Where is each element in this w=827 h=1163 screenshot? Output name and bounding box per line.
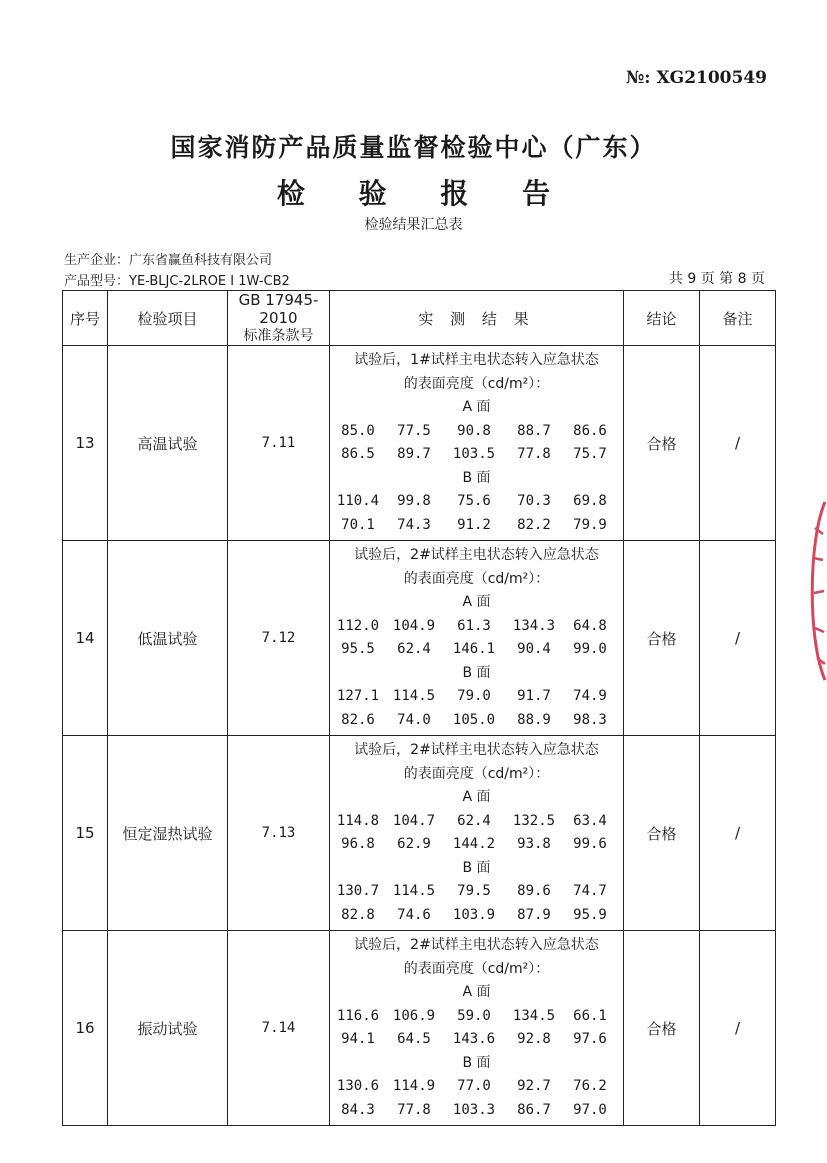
row-result <box>330 346 624 541</box>
face-b-label: B 面 <box>462 859 491 876</box>
value: 82.2 <box>517 516 551 533</box>
face-a-values-2 <box>330 1028 623 1052</box>
row-test-item: 高温试验 <box>108 346 228 541</box>
value: 99.0 <box>573 641 607 657</box>
results-table <box>62 290 776 1126</box>
value: 70.1 <box>341 516 375 533</box>
result-unit: 的表面亮度（cd/m²）： <box>403 765 550 782</box>
value: 62.9 <box>397 836 431 852</box>
table-row <box>63 931 776 1126</box>
row-index: 14 <box>63 541 108 736</box>
face-b-values-1 <box>330 490 623 514</box>
header-index: 序号 <box>63 291 108 346</box>
result-unit: 的表面亮度（cd/m²）： <box>403 960 550 977</box>
value: 82.8 <box>341 906 375 923</box>
value: 94.1 <box>341 1031 375 1047</box>
row-index: 15 <box>63 736 108 931</box>
row-remark: / <box>700 931 776 1126</box>
table-header-row <box>63 291 776 346</box>
value: 130.6 <box>336 1078 380 1094</box>
value: 79.0 <box>457 688 491 704</box>
face-b-values-2 <box>330 1099 623 1123</box>
result-intro: 试验后，2#试样主电状态转入应急状态 <box>354 547 599 563</box>
value: 104.7 <box>392 812 436 829</box>
row-conclusion: 合格 <box>624 736 700 931</box>
result-unit: 的表面亮度（cd/m²）： <box>403 375 550 392</box>
organization-title: 国家消防产品质量监督检验中心（广东） <box>170 133 657 162</box>
value: 77.5 <box>397 422 431 439</box>
row-test-item: 振动试验 <box>108 931 228 1126</box>
result-intro: 试验后，2#试样主电状态转入应急状态 <box>354 742 599 758</box>
face-a-values-1 <box>330 615 623 639</box>
value: 146.1 <box>452 641 496 657</box>
header-standard <box>228 291 330 346</box>
face-b-values-2 <box>330 904 623 928</box>
value: 76.2 <box>573 1078 607 1094</box>
face-b-label: B 面 <box>462 469 491 486</box>
value: 66.1 <box>573 1007 607 1024</box>
value: 127.1 <box>336 688 380 704</box>
table-row <box>63 736 776 931</box>
value: 74.3 <box>397 516 431 533</box>
value: 74.6 <box>397 906 431 923</box>
face-a-values-2 <box>330 833 623 857</box>
face-b-label: B 面 <box>462 1054 491 1071</box>
face-a-values-1 <box>330 810 623 834</box>
value: 74.7 <box>573 883 607 899</box>
value: 62.4 <box>457 812 491 829</box>
value: 114.5 <box>392 883 436 899</box>
value: 103.5 <box>452 446 496 462</box>
value: 130.7 <box>336 883 380 899</box>
face-b-values-1 <box>330 1075 623 1099</box>
row-index: 13 <box>63 346 108 541</box>
row-conclusion: 合格 <box>624 931 700 1126</box>
value: 114.5 <box>392 688 436 704</box>
face-b-values-1 <box>330 880 623 904</box>
row-clause: 7.11 <box>228 346 330 541</box>
value: 91.2 <box>457 516 491 533</box>
header-remark: 备注 <box>700 291 776 346</box>
value: 86.5 <box>341 446 375 462</box>
value: 114.8 <box>336 812 380 829</box>
value: 70.3 <box>517 493 551 509</box>
report-subtitle: 检验结果汇总表 <box>364 217 463 233</box>
value: 92.7 <box>517 1078 551 1094</box>
value: 103.9 <box>452 906 496 923</box>
value: 99.8 <box>397 493 431 509</box>
value: 87.9 <box>517 906 551 923</box>
result-unit: 的表面亮度（cd/m²）： <box>403 570 550 587</box>
value: 79.5 <box>457 883 491 899</box>
manufacturer: 生产企业：广东省赢鱼科技有限公司 <box>64 253 273 268</box>
value: 103.3 <box>452 1101 496 1118</box>
value: 77.8 <box>517 446 551 462</box>
page-info: 共 9 页 第 8 页 <box>668 271 765 287</box>
seal-stamp-image <box>805 498 827 684</box>
value: 143.6 <box>452 1031 496 1047</box>
value: 114.9 <box>392 1078 436 1094</box>
value: 110.4 <box>336 493 380 509</box>
row-clause: 7.12 <box>228 541 330 736</box>
report-number: №: XG2100549 <box>625 68 767 88</box>
value: 95.9 <box>573 906 607 923</box>
face-a-values-2 <box>330 638 623 662</box>
value: 134.5 <box>512 1007 556 1024</box>
header-standard-label: 标准条款号 <box>243 328 314 344</box>
face-a-values-1 <box>330 420 623 444</box>
value: 88.7 <box>517 422 551 439</box>
face-b-values-2 <box>330 514 623 538</box>
face-b-values-2 <box>330 709 623 733</box>
product-model: 产品型号：YE-BLJC-2LROE I 1W-CB2 <box>64 274 290 289</box>
result-intro: 试验后，1#试样主电状态转入应急状态 <box>354 352 599 368</box>
value: 96.8 <box>341 836 375 852</box>
value: 106.9 <box>392 1007 436 1024</box>
value: 62.4 <box>397 641 431 657</box>
value: 74.0 <box>397 711 431 728</box>
row-test-item: 低温试验 <box>108 541 228 736</box>
face-b-values-1 <box>330 685 623 709</box>
row-result <box>330 931 624 1126</box>
value: 74.9 <box>573 688 607 704</box>
value: 59.0 <box>457 1007 491 1024</box>
header-result: 实 测 结 果 <box>330 291 624 346</box>
value: 88.9 <box>517 711 551 728</box>
value: 92.8 <box>517 1031 551 1047</box>
value: 77.0 <box>457 1078 491 1094</box>
value: 84.3 <box>341 1101 375 1118</box>
row-conclusion: 合格 <box>624 346 700 541</box>
face-a-label: A 面 <box>462 594 491 610</box>
value: 104.9 <box>392 617 436 634</box>
value: 77.8 <box>397 1101 431 1118</box>
row-remark: / <box>700 736 776 931</box>
value: 75.7 <box>573 446 607 462</box>
value: 134.3 <box>512 617 556 634</box>
header-conclusion: 结论 <box>624 291 700 346</box>
row-remark: / <box>700 541 776 736</box>
value: 69.8 <box>573 493 607 509</box>
value: 86.6 <box>573 422 607 439</box>
value: 85.0 <box>341 422 375 439</box>
value: 79.9 <box>573 516 607 533</box>
value: 97.0 <box>573 1101 607 1118</box>
row-result <box>330 736 624 931</box>
row-clause: 7.14 <box>228 931 330 1126</box>
value: 61.3 <box>457 617 491 634</box>
row-clause: 7.13 <box>228 736 330 931</box>
header-standard-code: GB 17945-2010 <box>238 291 319 327</box>
table-row <box>63 541 776 736</box>
value: 91.7 <box>517 688 551 704</box>
value: 132.5 <box>512 812 556 829</box>
row-index: 16 <box>63 931 108 1126</box>
value: 144.2 <box>452 836 496 852</box>
face-a-values-1 <box>330 1005 623 1029</box>
value: 97.6 <box>573 1031 607 1047</box>
face-b-label: B 面 <box>462 664 491 681</box>
row-test-item: 恒定湿热试验 <box>108 736 228 931</box>
row-conclusion: 合格 <box>624 541 700 736</box>
face-a-values-2 <box>330 443 623 467</box>
value: 64.5 <box>397 1031 431 1047</box>
value: 93.8 <box>517 836 551 852</box>
face-a-label: A 面 <box>462 789 491 805</box>
header-item: 检验项目 <box>108 291 228 346</box>
table-row <box>63 346 776 541</box>
row-result <box>330 541 624 736</box>
value: 89.7 <box>397 446 431 462</box>
value: 64.8 <box>573 617 607 634</box>
face-a-label: A 面 <box>462 984 491 1000</box>
value: 90.8 <box>457 422 491 439</box>
value: 89.6 <box>517 883 551 899</box>
report-title: 检 验 报 告 <box>276 177 573 210</box>
value: 99.6 <box>573 836 607 852</box>
value: 75.6 <box>457 493 491 509</box>
value: 116.6 <box>336 1007 380 1024</box>
value: 90.4 <box>517 641 551 657</box>
result-intro: 试验后，2#试样主电状态转入应急状态 <box>354 937 599 953</box>
value: 86.7 <box>517 1101 551 1118</box>
row-remark: / <box>700 346 776 541</box>
value: 63.4 <box>573 812 607 829</box>
value: 105.0 <box>452 711 496 728</box>
value: 82.6 <box>341 711 375 728</box>
value: 112.0 <box>336 617 380 634</box>
value: 98.3 <box>573 711 607 728</box>
value: 95.5 <box>341 641 375 657</box>
face-a-label: A 面 <box>462 399 491 415</box>
